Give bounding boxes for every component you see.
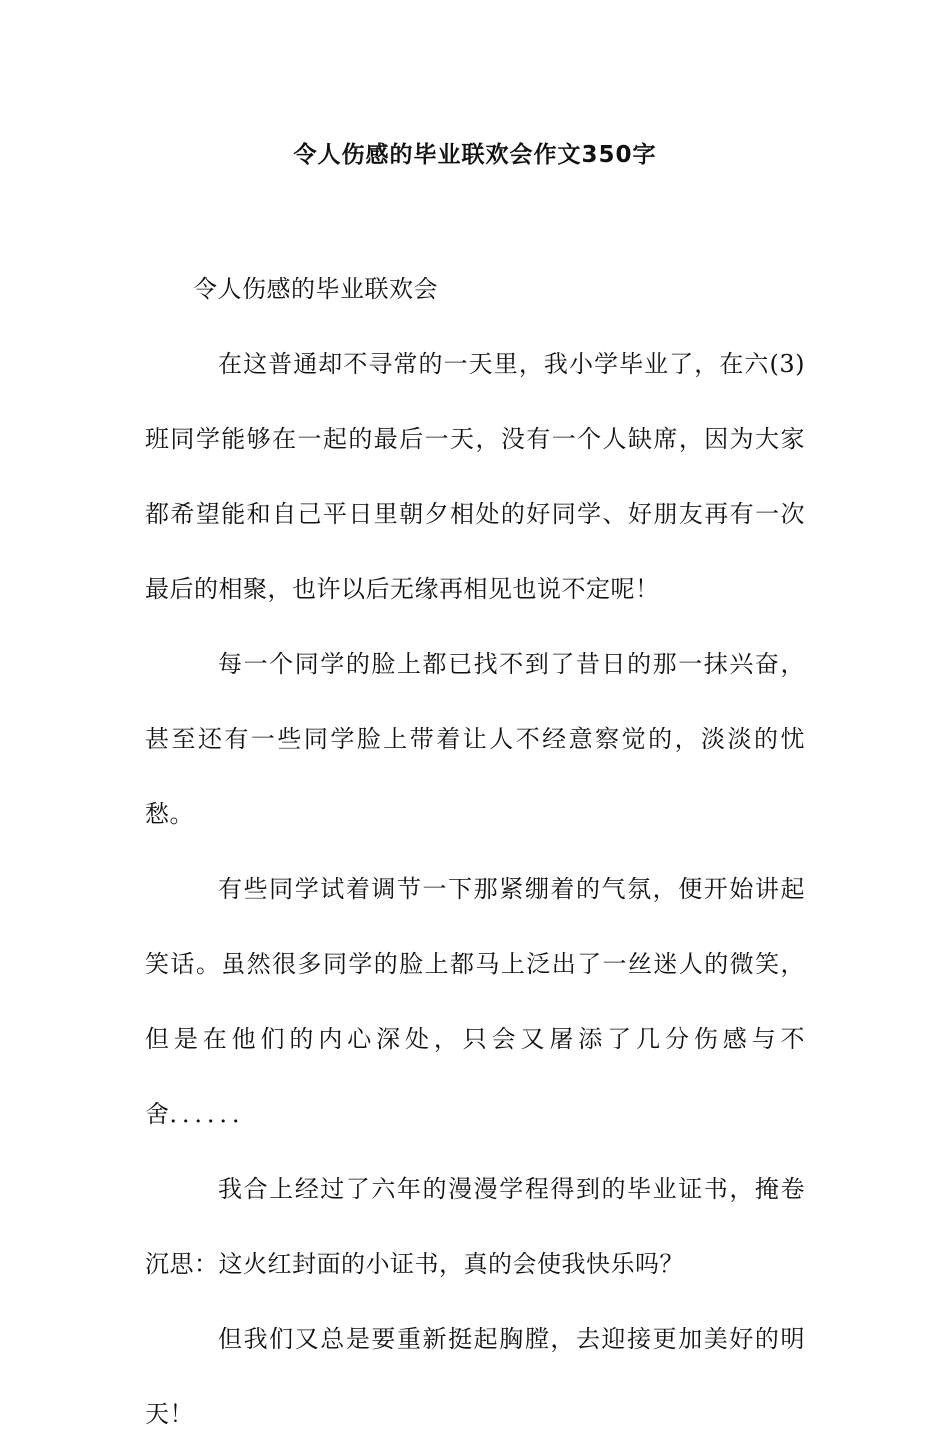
paragraph-4: 我合上经过了六年的漫漫学程得到的毕业证书，掩卷沉思：这火红封面的小证书，真的会使我快乐吗？ (145, 1175, 805, 1278)
document-body (145, 252, 805, 1452)
paragraph-5: 但我们又总是要重新挺起胸膛，去迎接更加美好的明天！ (145, 1325, 805, 1428)
document-title: 令人伤感的毕业联欢会作文350字 (293, 142, 657, 168)
paragraph-1: 在这普通却不寻常的一天里，我小学毕业了，在六(3)班同学能够在一起的最后一天，没有一个人缺席，因为大家都希望能和自己平日里朝夕相处的好同学、好朋友再有一次最后的相聚，也许以后无缘再相见也说不定呢！ (145, 350, 805, 603)
paragraph-3: 有些同学试着调节一下那紧绷着的气氛，便开始讲起笑话。虽然很多同学的脸上都马上泛出了一丝迷人的微笑，但是在他们的内心深处，只会又屠添了几分伤感与不舍．．．．．． (145, 875, 805, 1128)
paragraph-2: 每一个同学的脸上都已找不到了昔日的那一抹兴奋，甚至还有一些同学脸上带着让人不经意察觉的，淡淡的忧愁。 (145, 650, 805, 828)
essay-subtitle: 令人伤感的毕业联欢会 (193, 275, 438, 303)
